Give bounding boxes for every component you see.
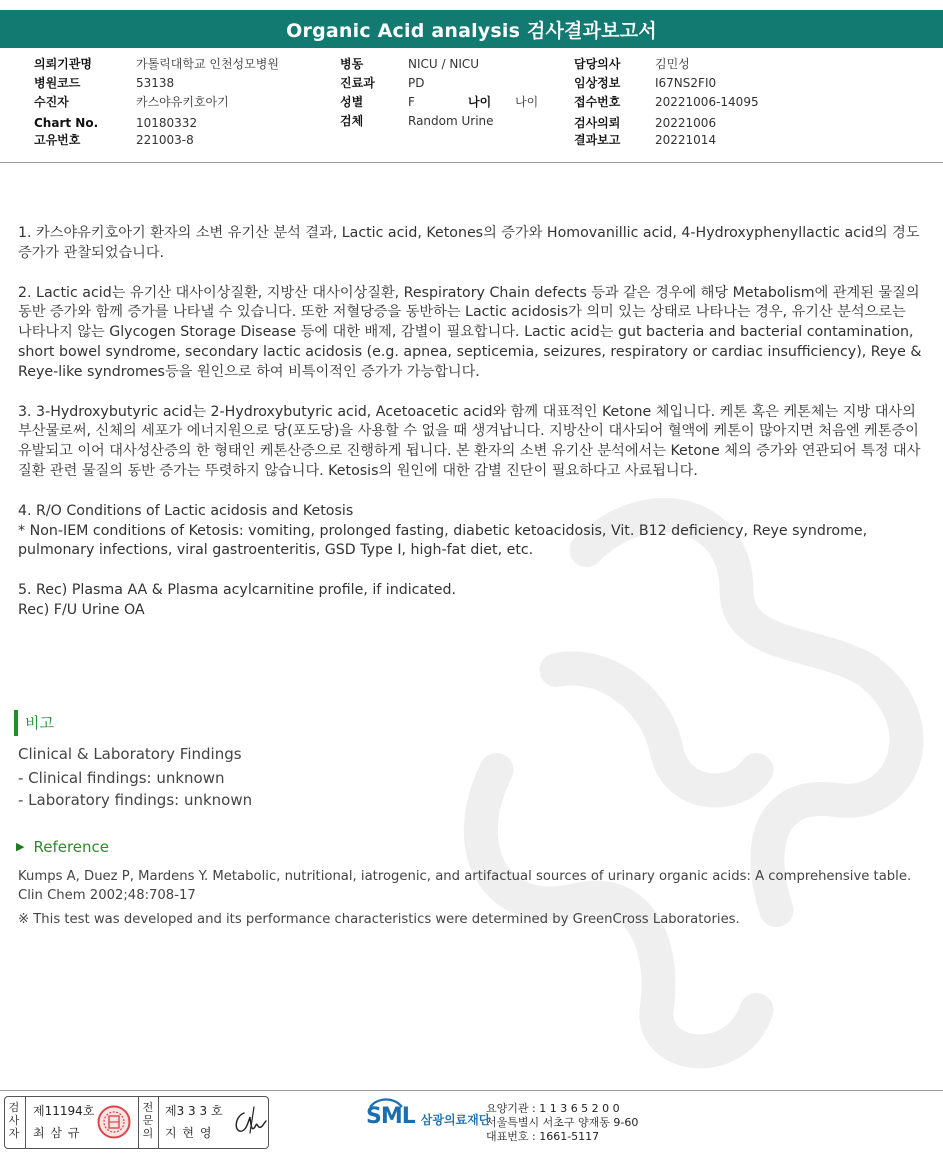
paragraph-1: 1. 카스야유키호아기 환자의 소변 유기산 분석 결과, Lactic acid, Ketones의 증가와 Homovanillic acid, 4-Hydroxyphenyllactic acid의 경도증가가 관찰되었습니다. bbox=[18, 225, 920, 261]
reference-heading bbox=[16, 836, 109, 858]
paragraph-4 bbox=[18, 502, 923, 561]
unique-no-value: 221003-8 bbox=[136, 133, 194, 147]
dept-value: PD bbox=[408, 76, 425, 90]
reviewer-label: 전문의 bbox=[142, 1101, 154, 1140]
triangle-right-icon: ▶ bbox=[16, 840, 25, 853]
remarks-line-2: - Clinical findings: unknown bbox=[18, 769, 225, 787]
report-title: Organic Acid analysis 검사결과보고서 bbox=[0, 10, 943, 48]
chart-no-value: 10180332 bbox=[136, 116, 198, 130]
age-value: 나이 bbox=[515, 95, 539, 109]
report-date-value: 20221014 bbox=[655, 133, 717, 147]
sign-separator bbox=[158, 1097, 159, 1148]
patient-label: 수진자 bbox=[34, 95, 69, 109]
sml-logo-text: SML bbox=[366, 1104, 415, 1129]
org-name: 삼광의료재단 bbox=[420, 1113, 491, 1127]
clinical-info-value: I67NS2FI0 bbox=[655, 76, 717, 90]
sign-separator bbox=[138, 1097, 139, 1148]
examiner-name: 최 삼 규 bbox=[33, 1126, 81, 1140]
reference-heading-text: Reference bbox=[33, 838, 110, 856]
reference-note: ※ This test was developed and its performance characteristics were determined by GreenCross Laboratories. bbox=[18, 912, 740, 927]
sign-separator bbox=[25, 1097, 26, 1148]
paragraph-5 bbox=[18, 581, 923, 621]
clinical-info-label: 임상정보 bbox=[574, 76, 621, 90]
request-date-label: 검사의뢰 bbox=[574, 116, 621, 130]
footer-divider bbox=[0, 1090, 943, 1091]
signature-icon bbox=[230, 1103, 270, 1141]
dept-label: 진료과 bbox=[340, 76, 375, 90]
hospital-value: 가톨릭대학교 인천성모병원 bbox=[136, 57, 279, 71]
paragraph-3: 3. 3-Hydroxybutyric acid는 2-Hydroxybutyric acid, Acetoacetic acid와 함께 대표적인 Ketone 체입니다. 케톤 혹은 케톤체는 지방 대사의 부산물로써, 신체의 세포가 에너지원으로 당(포도당)을 사용할 수 없을 때 생겨납니다. 지방산이 대사되어 혈액에 케톤이 많아지면 처음엔 케톤증이 유발되고 이어 대사성산증의 한 형태인 케톤산증으로 진행하게 됩니다. 본 환자의 소변 유기산 분석에서는 Ketone 체의 증가와 연관되어 특정 대사질환 관련 물질의 동반 증가는 뚜렷하지 않습니다. Ketosis의 원인에 대한 감별 진단이 필요하다고 사료됩니다. bbox=[18, 403, 921, 479]
interpretation-text bbox=[18, 224, 923, 641]
hospital-code-value: 53138 bbox=[136, 76, 175, 90]
unique-no-label: 고유번호 bbox=[34, 133, 81, 147]
doctor-label: 담당의사 bbox=[574, 57, 621, 71]
hospital-label: 의뢰기관명 bbox=[34, 57, 92, 71]
request-date-value: 20221006 bbox=[655, 116, 717, 130]
remarks-heading: 비고 bbox=[14, 710, 54, 736]
patient-info-panel bbox=[0, 52, 943, 163]
remarks-body bbox=[18, 743, 618, 811]
paragraph-2: 2. Lactic acid는 유기산 대사이상질환, 지방산 대사이상질환, Respiratory Chain defects 등과 같은 경우에 해당 Metabolism에 관계된 물질의 동반 증가와 함께 증가를 나타낼 수 있습니다. 또한 저혈당증을 동반하는 Lactic acidosis가 의미 있는 상태로 나타나는 경우, 유기산 분석으로는 나타나지 않는 Glycogen Storage Disease 등에 대한 배제, 감별이 필요합니다. Lactic acid는 gut bacteria and bacterial contamination, short bowel syndrome, secondary lactic acidosis (e.g. apnea, septicemia, seizures, respiratory or cardiac insufficiency), Reye & Reye-like syndromes등을 원인으로 하여 비특이적인 증가가 가능합니다. bbox=[18, 284, 922, 380]
remarks-line-3: - Laboratory findings: unknown bbox=[18, 791, 253, 809]
signature-box bbox=[4, 1096, 269, 1149]
org-logo bbox=[366, 1104, 490, 1129]
org-phone: 대표번호 : 1661-5117 bbox=[486, 1130, 600, 1143]
org-contact-info bbox=[486, 1102, 638, 1144]
remarks-line-1: Clinical & Laboratory Findings bbox=[18, 745, 242, 763]
age-label: 나이 bbox=[468, 95, 492, 109]
reference-citation: Kumps A, Duez P, Mardens Y. Metabolic, nutritional, iatrogenic, and artifactual sources of urinary organic acids: A comprehensive table. Clin Chem 2002;48:708-17 bbox=[18, 869, 912, 903]
receipt-no-label: 접수번호 bbox=[574, 95, 621, 109]
org-institution-code: 요양기관 : 1 1 3 6 5 2 0 0 bbox=[486, 1102, 620, 1115]
paragraph-4-detail: * Non-IEM conditions of Ketosis: vomiting, prolonged fasting, diabetic ketoacidosis, Vit. B12 deficiency, Reye syndrome, pulmonary infections, viral gastroenteritis, GSD Type I, high-fat diet, etc. bbox=[18, 522, 868, 559]
patient-value: 카스야유키호아기 bbox=[136, 95, 229, 109]
ward-value: NICU / NICU bbox=[408, 57, 480, 71]
specimen-label: 검체 bbox=[340, 114, 364, 128]
report-date-label: 결과보고 bbox=[574, 133, 621, 147]
reviewer-license: 제3 3 3 호 bbox=[165, 1104, 223, 1118]
specimen-value: Random Urine bbox=[408, 114, 494, 128]
examiner-license: 제11194호 bbox=[33, 1104, 95, 1118]
receipt-no-value: 20221006-14095 bbox=[655, 95, 759, 109]
doctor-value: 김민성 bbox=[655, 57, 690, 71]
chart-no-label: Chart No. bbox=[34, 116, 99, 130]
sml-logo bbox=[366, 1104, 415, 1129]
examiner-label: 검사자 bbox=[8, 1101, 20, 1140]
paragraph-4-title: 4. R/O Conditions of Lactic acidosis and Ketosis bbox=[18, 502, 354, 519]
sex-value: F bbox=[408, 95, 415, 109]
logo-arc-icon bbox=[366, 1096, 406, 1108]
hospital-code-label: 병원코드 bbox=[34, 76, 81, 90]
seal-icon bbox=[97, 1105, 131, 1139]
org-address: 서울특별시 서초구 양재동 9-60 bbox=[486, 1116, 639, 1129]
paragraph-5-line2: Rec) F/U Urine OA bbox=[18, 601, 145, 618]
sex-label: 성별 bbox=[340, 95, 364, 109]
ward-label: 병동 bbox=[340, 57, 364, 71]
paragraph-5-line1: 5. Rec) Plasma AA & Plasma acylcarnitine profile, if indicated. bbox=[18, 582, 456, 599]
reviewer-name: 지 현 영 bbox=[165, 1126, 213, 1140]
